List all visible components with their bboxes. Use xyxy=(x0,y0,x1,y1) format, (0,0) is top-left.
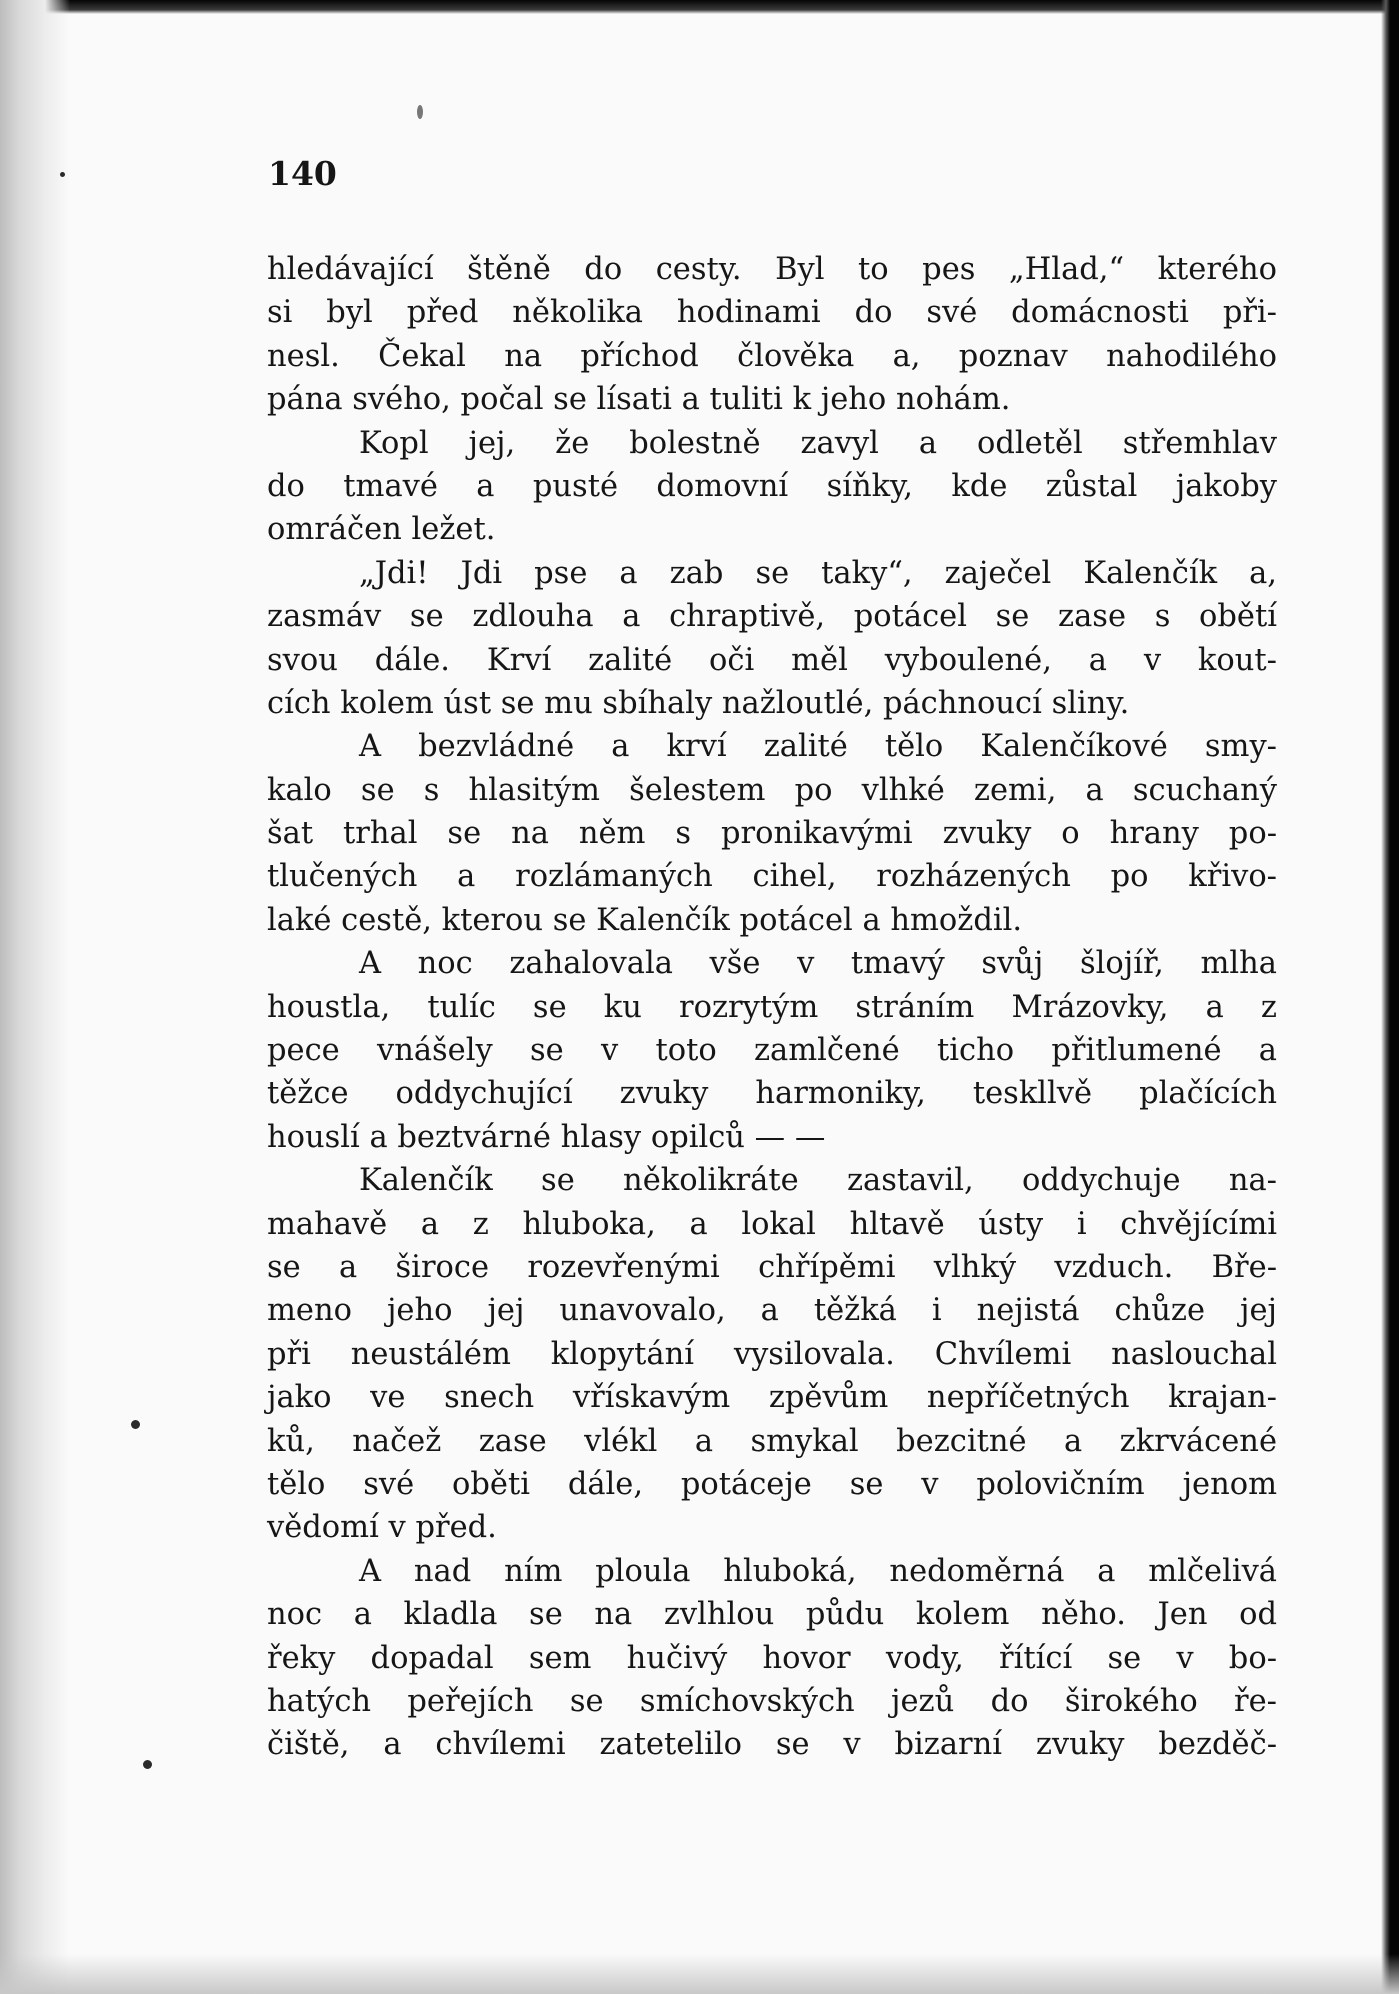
text-line: tělo své oběti dále, potáceje se v polovičním jenom xyxy=(267,1466,1277,1502)
text-line: čiště, a chvílemi zatetelilo se v bizarní zvuky bezděč- xyxy=(267,1727,1277,1763)
body-text xyxy=(267,248,1277,1767)
print-speck xyxy=(60,172,65,177)
text-line: Kopl jej, že bolestně zavyl a odletěl střemhlav xyxy=(359,425,1277,461)
text-line: A nad ním ploula hluboká, nedoměrná a mlčelivá xyxy=(359,1553,1277,1589)
text-line: hatých peřejích se smíchovských jezů do širokého ře- xyxy=(267,1683,1277,1719)
text-line: pána svého, počal se lísati a tuliti k jeho nohám. xyxy=(267,382,1011,418)
text-line: se a široce rozevřenými chřípěmi vlhký vzduch. Bře- xyxy=(267,1249,1277,1285)
text-line: houstla, tulíc se ku rozrytým stráním Mrázovky, a z xyxy=(267,989,1277,1025)
scan-shadow-left xyxy=(0,0,70,1994)
text-line: laké cestě, kterou se Kalenčík potácel a hmoždil. xyxy=(267,902,1023,938)
text-line: noc a kladla se na zvlhlou půdu kolem něho. Jen od xyxy=(267,1597,1277,1633)
scan-shadow-top xyxy=(0,0,1399,14)
text-line: ků, načež zase vlékl a smykal bezcitné a zkrvácené xyxy=(267,1423,1277,1459)
text-line: těžce oddychující zvuky harmoniky, teskllvě plačících xyxy=(267,1076,1277,1112)
text-line: šat trhal se na něm s pronikavými zvuky o hrany po- xyxy=(267,816,1277,852)
page-number: 140 xyxy=(268,154,337,193)
scan-shadow-right xyxy=(1381,0,1399,1994)
text-line: cích kolem úst se mu sbíhaly nažloutlé, páchnoucí sliny. xyxy=(267,685,1130,721)
text-line: si byl před několika hodinami do své domácnosti při- xyxy=(267,295,1277,331)
text-line: houslí a beztvárné hlasy opilců — — xyxy=(267,1119,826,1155)
text-line: do tmavé a pusté domovní síňky, kde zůstal jakoby xyxy=(267,468,1277,504)
text-line: A bezvládné a krví zalité tělo Kalenčíkové smy- xyxy=(359,729,1277,765)
text-line: nesl. Čekal na příchod člověka a, poznav nahodilého xyxy=(267,338,1277,374)
text-line: omráčen ležet. xyxy=(267,512,496,548)
text-line: zasmáv se zdlouha a chraptivě, potácel se zase s obětí xyxy=(267,599,1277,635)
text-line: jako ve snech vřískavým zpěvům nepříčetných krajan- xyxy=(267,1380,1277,1416)
print-speck xyxy=(143,1760,152,1769)
text-line: kalo se s hlasitým šelestem po vlhké zemi, a scuchaný xyxy=(267,772,1277,808)
text-line: mahavě a z hluboka, a lokal hltavě ústy i chvějícími xyxy=(267,1206,1277,1242)
text-line: řeky dopadal sem hučivý hovor vody, řítící se v bo- xyxy=(267,1640,1277,1676)
text-line: vědomí v před. xyxy=(267,1510,497,1546)
print-speck xyxy=(417,105,423,119)
scan-shadow-bottom xyxy=(0,1954,1399,1994)
text-line: hledávající štěně do cesty. Byl to pes „Hlad,“ kterého xyxy=(267,252,1277,287)
text-line: při neustálém klopytání vysilovala. Chvílemi naslouchal xyxy=(267,1336,1277,1372)
text-line: tlučených a rozlámaných cihel, rozházených po křivo- xyxy=(267,859,1277,895)
text-line: A noc zahalovala vše v tmavý svůj šlojíř, mlha xyxy=(359,946,1277,982)
text-line: „Jdi! Jdi pse a zab se taky“, zaječel Kalenčík a, xyxy=(359,555,1277,591)
print-speck xyxy=(131,1420,140,1429)
text-line: svou dále. Krví zalité oči měl vyboulené, a v kout- xyxy=(267,642,1277,678)
text-line: pece vnášely se v toto zamlčené ticho přitlumené a xyxy=(267,1033,1277,1069)
text-line: Kalenčík se několikráte zastavil, oddychuje na- xyxy=(359,1163,1277,1199)
text-line: meno jeho jej unavovalo, a těžká i nejistá chůze jej xyxy=(267,1293,1277,1329)
